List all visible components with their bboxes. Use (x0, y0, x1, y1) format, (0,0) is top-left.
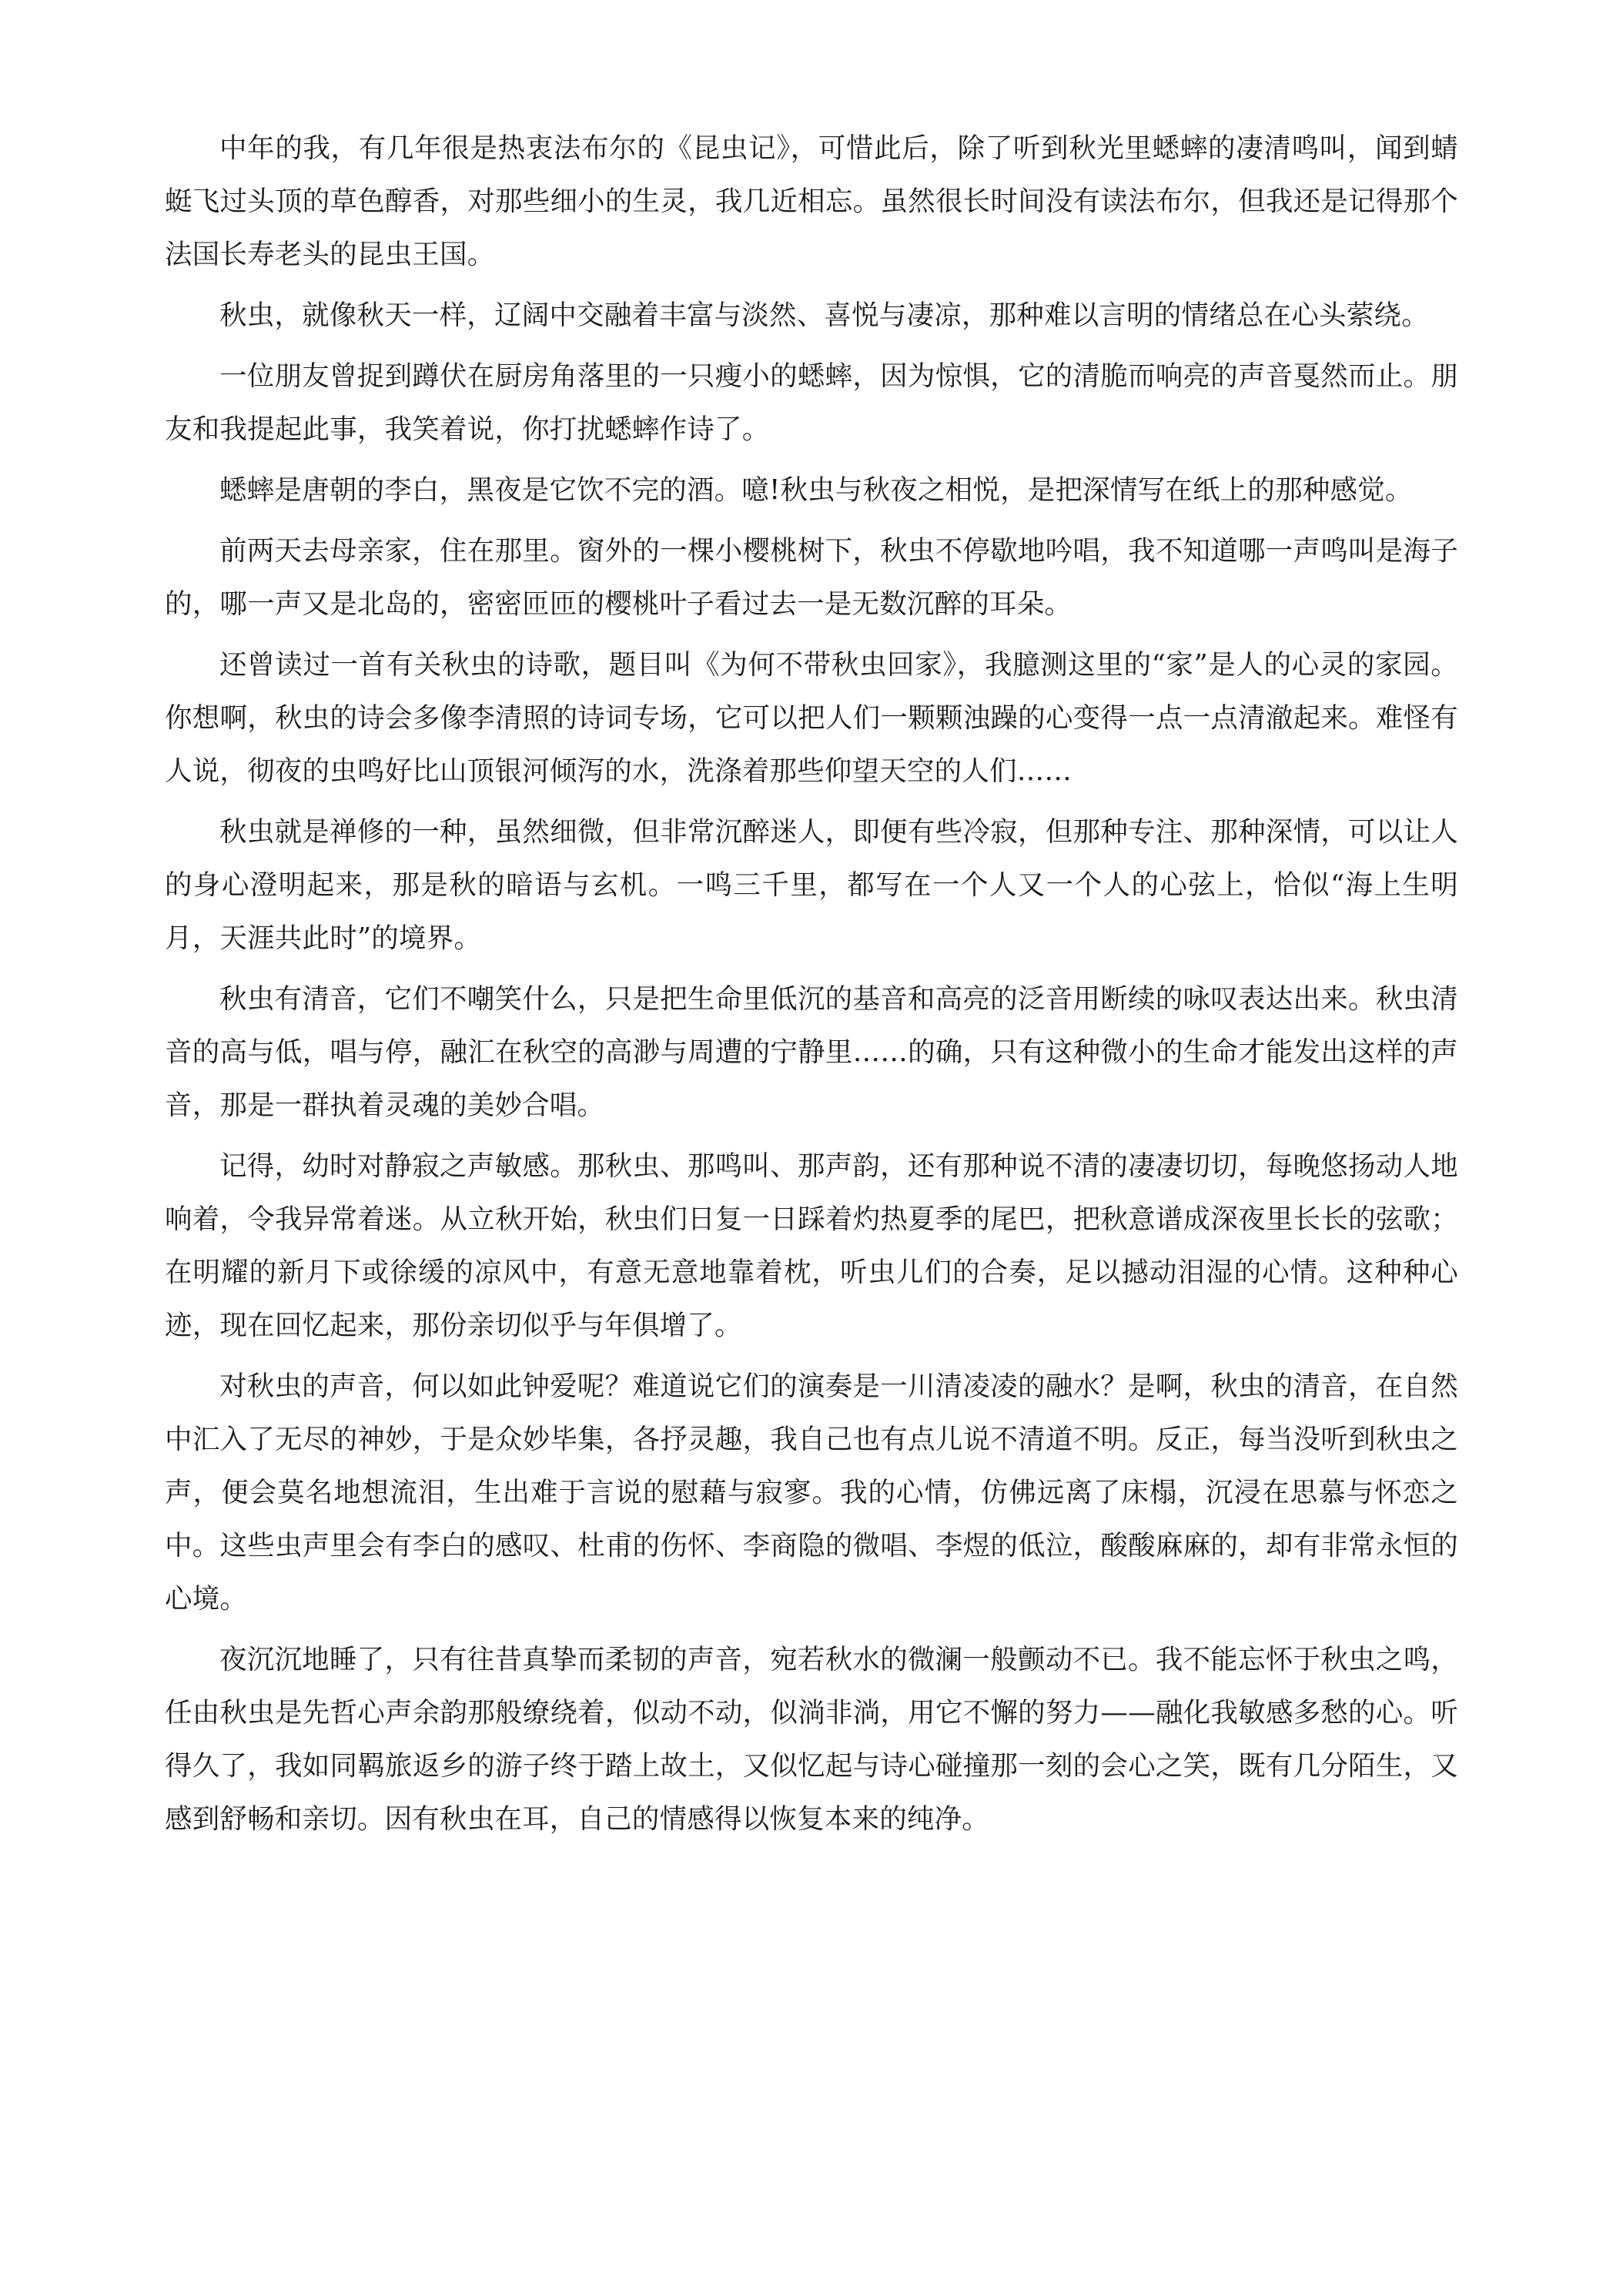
paragraph: 秋虫有清音，它们不嘲笑什么，只是把生命里低沉的基音和高亮的泛音用断续的咏叹表达出来。秋虫清音的高与低，唱与停，融汇在秋空的高渺与周遭的宁静里……的确，只有这种微小的生命才能发出这样的声音，那是一群执着灵魂的美妙合唱。 (165, 983, 1458, 1121)
paragraph: 秋虫，就像秋天一样，辽阔中交融着丰富与淡然、喜悦与凄凉，那种难以言明的情绪总在心头萦绕。 (219, 300, 1429, 331)
paragraph: 中年的我，有几年很是热衷法布尔的《昆虫记》，可惜此后，除了听到秋光里蟋蟀的凄清鸣叫，闻到蜻蜓飞过头顶的草色醇香，对那些细小的生灵，我几近相忘。虽然很长时间没有读法布尔，但我还是记得那个法国长寿老头的昆虫王国。 (165, 132, 1458, 270)
paragraph: 秋虫就是禅修的一种，虽然细微，但非常沉醉迷人，即便有些冷寂，但那种专注、那种深情，可以让人的身心澄明起来，那是秋的暗语与玄机。一鸣三千里，都写在一个人又一个人的心弦上，恰似“海上生明月，天涯共此时”的境界。 (165, 816, 1458, 954)
paragraph: 前两天去母亲家，住在那里。窗外的一棵小樱桃树下，秋虫不停歇地吟唱，我不知道哪一声鸣叫是海子的，哪一声又是北岛的，密密匝匝的樱桃叶子看过去一是无数沉醉的耳朵。 (165, 535, 1458, 620)
paragraph: 对秋虫的声音，何以如此钟爱呢？难道说它们的演奏是一川清凌凌的融水？是啊，秋虫的清音，在自然中汇入了无尽的神妙，于是众妙毕集，各抒灵趣，我自己也有点儿说不清道不明。反正，每当没听到秋虫之声，便会莫名地想流泪，生出难于言说的慰藉与寂寥。我的心情，仿佛远离了床榻，沉浸在思慕与怀恋之中。这些虫声里会有李白的感叹、杜甫的伤怀、李商隐的微唱、李煜的低泣，酸酸麻麻的，却有非常永恒的心境。 (165, 1371, 1458, 1615)
paragraph: 蟋蟀是唐朝的李白，黑夜是它饮不完的酒。噫!秋虫与秋夜之相悦，是把深情写在纸上的那种感觉。 (219, 474, 1413, 506)
paragraph: 一位朋友曾捉到蹲伏在厨房角落里的一只瘦小的蟋蟀，因为惊惧，它的清脆而响亮的声音戛然而止。朋友和我提起此事，我笑着说，你打扰蟋蟀作诗了。 (165, 360, 1458, 445)
paragraph: 记得，幼时对静寂之声敏感。那秋虫、那鸣叫、那声韵，还有那种说不清的凄凄切切，每晚悠扬动人地响着，令我异常着迷。从立秋开始，秋虫们日复一日踩着灼热夏季的尾巴，把秋意谱成深夜里长长的弦歌；在明耀的新月下或徐缓的凉风中，有意无意地靠着枕，听虫儿们的合奏，足以撼动泪湿的心情。这种种心迹，现在回忆起来，那份亲切似乎与年俱增了。 (165, 1150, 1458, 1341)
paragraph: 还曾读过一首有关秋虫的诗歌，题目叫《为何不带秋虫回家》，我臆测这里的“家”是人的心灵的家园。你想啊，秋虫的诗会多像李清照的诗词专场，它可以把人们一颗颗浊躁的心变得一点一点清澈起来。难怪有人说，彻夜的虫鸣好比山顶银河倾泻的水，洗涤着那些仰望天空的人们…… (165, 649, 1458, 787)
article-body (165, 122, 1458, 1853)
paragraph: 夜沉沉地睡了，只有往昔真挚而柔韧的声音，宛若秋水的微澜一般颤动不已。我不能忘怀于秋虫之鸣，任由秋虫是先哲心声余韵那般缭绕着，似动不动，似淌非淌，用它不懈的努力——融化我敏感多愁的心。听得久了，我如同羁旅返乡的游子终于踏上故土，又似忆起与诗心碰撞那一刻的会心之笑，既有几分陌生，又感到舒畅和亲切。因有秋虫在耳，自己的情感得以恢复本来的纯净。 (165, 1644, 1458, 1835)
